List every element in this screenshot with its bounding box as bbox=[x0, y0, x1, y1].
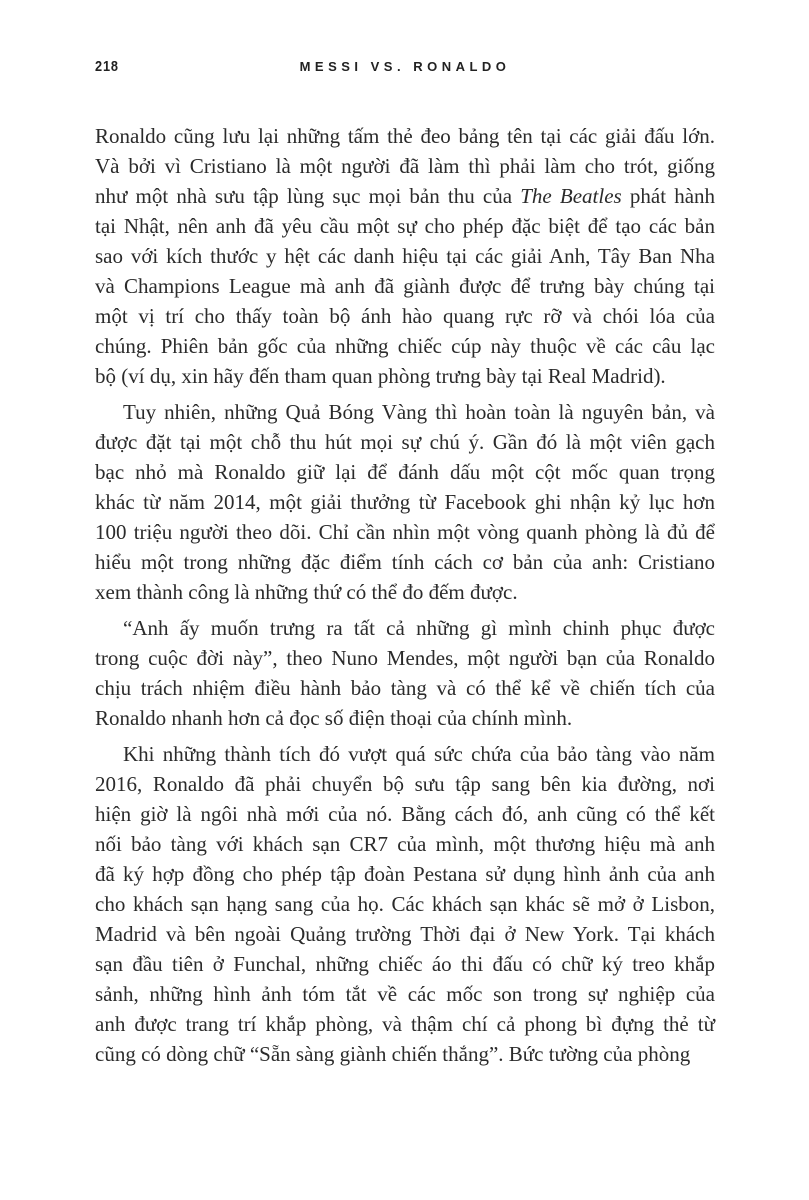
text-line: Khi những thành tích đó vượt quá sức chứa của bảo tàng vào năm bbox=[123, 742, 715, 766]
text-line: khác từ năm 2014, một giải thưởng từ Facebook ghi nhận kỷ lục hơn bbox=[95, 490, 715, 514]
text-line: bộ (ví dụ, xin hãy đến tham quan phòng trưng bày tại Real Madrid). bbox=[95, 364, 666, 388]
text-line: đã ký hợp đồng cho phép tập đoàn Pestana sử dụng hình ảnh của anh bbox=[95, 862, 715, 886]
text-line: 2016, Ronaldo đã phải chuyển bộ sưu tập sang bên kia đường, nơi bbox=[95, 772, 715, 796]
body-text bbox=[95, 121, 715, 1069]
paragraph bbox=[95, 739, 715, 1069]
text-line: trong cuộc đời này”, theo Nuno Mendes, một người bạn của Ronaldo bbox=[95, 646, 715, 670]
text-line: chúng. Phiên bản gốc của những chiếc cúp này thuộc về các câu lạc bbox=[95, 334, 715, 358]
text-line: 100 triệu người theo dõi. Chỉ cần nhìn một vòng quanh phòng là đủ để bbox=[95, 520, 715, 544]
paragraph bbox=[95, 397, 715, 607]
text-line: sảnh, những hình ảnh tóm tắt về các mốc son trong sự nghiệp của bbox=[95, 982, 715, 1006]
text-line: Tuy nhiên, những Quả Bóng Vàng thì hoàn toàn là nguyên bản, và bbox=[123, 400, 715, 424]
paragraph bbox=[95, 613, 715, 733]
text-line: hiểu một trong những đặc điểm tính cách cơ bản của anh: Cristiano bbox=[95, 550, 715, 574]
text-line: anh được trang trí khắp phòng, và thậm chí cả phong bì đựng thẻ từ bbox=[95, 1012, 715, 1036]
text-line: sao với kích thước y hệt các danh hiệu tại các giải Anh, Tây Ban Nha bbox=[95, 244, 715, 268]
text-line: như một nhà sưu tập lùng sục mọi bản thu của The Beatles phát hành bbox=[95, 184, 716, 208]
text-line: “Anh ấy muốn trưng ra tất cả những gì mình chinh phục được bbox=[123, 616, 715, 640]
text-line: một vị trí cho thấy toàn bộ ánh hào quang rực rỡ và chói lóa của bbox=[95, 304, 715, 328]
text-line: Ronaldo nhanh hơn cả đọc số điện thoại của chính mình. bbox=[95, 706, 573, 730]
text-line: bạc nhỏ mà Ronaldo giữ lại để đánh dấu một cột mốc quan trọng bbox=[95, 460, 715, 484]
text-line: tại Nhật, nên anh đã yêu cầu một sự cho phép đặc biệt để tạo các bản bbox=[95, 214, 715, 238]
page-header bbox=[95, 57, 715, 77]
text-line: sạn đầu tiên ở Funchal, những chiếc áo thi đấu có chữ ký treo khắp bbox=[95, 952, 715, 976]
text-line: và Champions League mà anh đã giành được để trưng bày chúng tại bbox=[95, 274, 715, 298]
text-line: hiện giờ là ngôi nhà mới của nó. Bằng cách đó, anh cũng có thể kết bbox=[95, 802, 715, 826]
running-title: MESSI VS. RONALDO bbox=[299, 59, 511, 74]
page-number: 218 bbox=[95, 58, 119, 75]
text-line: xem thành công là những thứ có thể đo đếm được. bbox=[95, 580, 518, 604]
text-line: Và bởi vì Cristiano là một người đã làm thì phải làm cho trót, giống bbox=[95, 154, 715, 178]
paragraph bbox=[95, 121, 715, 391]
text-line: Madrid và bên ngoài Quảng trường Thời đại ở New York. Tại khách bbox=[95, 922, 715, 946]
text-line: cũng có dòng chữ “Sẵn sàng giành chiến thắng”. Bức tường của phòng bbox=[95, 1042, 691, 1066]
text-line: được đặt tại một chỗ thu hút mọi sự chú ý. Gần đó là một viên gạch bbox=[95, 430, 715, 454]
text-line: Ronaldo cũng lưu lại những tấm thẻ đeo bảng tên tại các giải đấu lớn. bbox=[95, 124, 715, 148]
text-line: chịu trách nhiệm điều hành bảo tàng và có thể kể về chiến tích của bbox=[95, 676, 715, 700]
text-line: cho khách sạn hạng sang của họ. Các khách sạn khác sẽ mở ở Lisbon, bbox=[95, 892, 715, 916]
text-line: nối bảo tàng với khách sạn CR7 của mình, một thương hiệu mà anh bbox=[95, 832, 715, 856]
